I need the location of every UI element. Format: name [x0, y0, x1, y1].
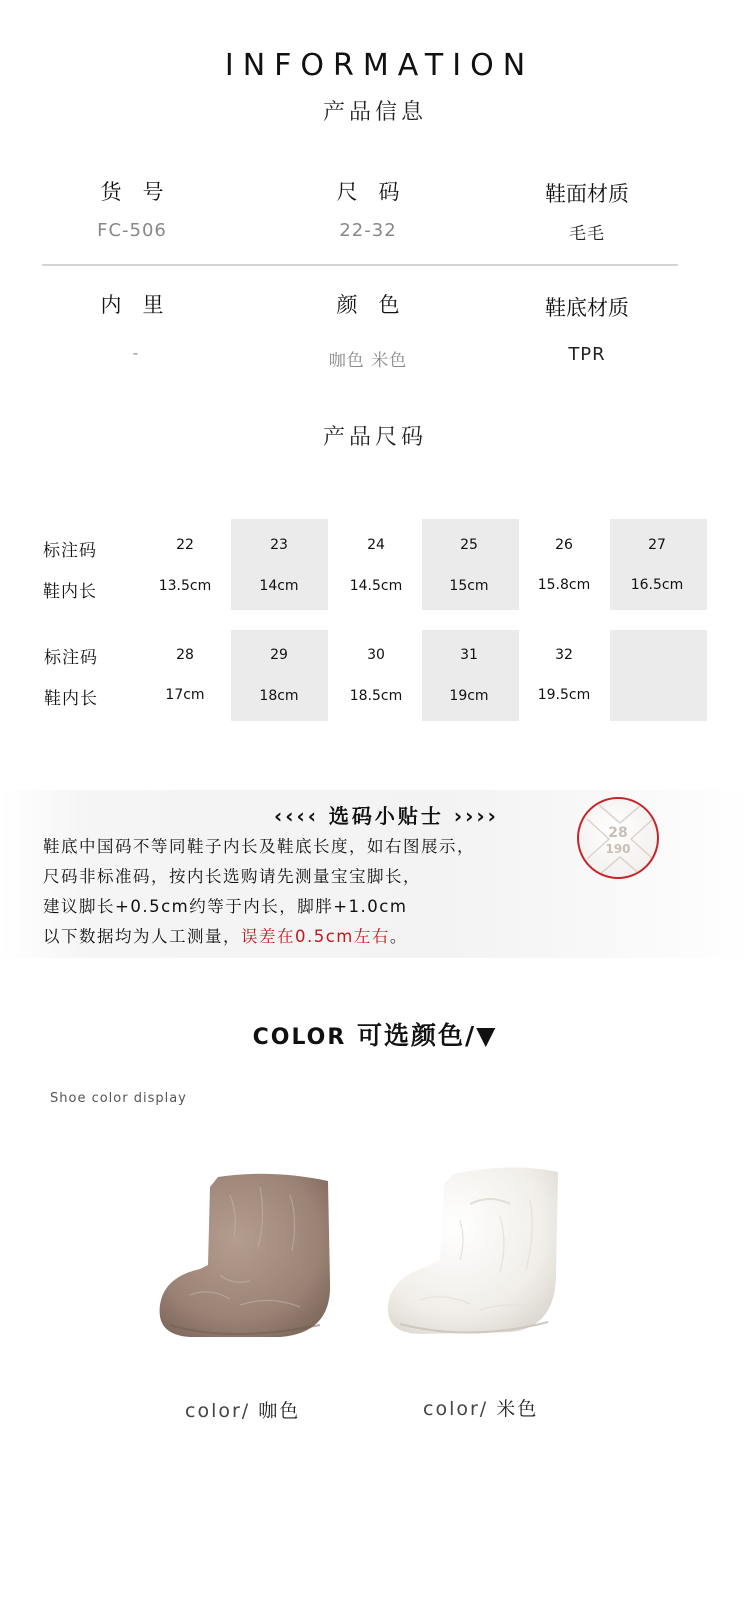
tips-line: [43, 923, 408, 947]
brown-color-caption: [185, 1396, 300, 1423]
tips-line: 建议脚长+0.5cm约等于内长，脚胖+1.0cm: [43, 897, 408, 916]
title-english: INFORMATION: [224, 48, 535, 83]
size-cell-highlight: [422, 630, 519, 721]
size-length: 15.8cm: [537, 577, 591, 593]
size-section-title: 产品尺码: [322, 425, 427, 450]
size-number: 27: [648, 537, 666, 553]
size-number: 23: [270, 537, 288, 553]
size-number: 24: [367, 537, 385, 553]
size-cell-highlight: [610, 519, 707, 610]
info-divider: [42, 264, 678, 266]
beige-boot-image: [380, 1160, 570, 1345]
info-label-upper-material: 鞋面材质: [545, 182, 629, 206]
row-label-length: 鞋内长: [44, 689, 98, 709]
info-value-lining: -: [132, 344, 140, 362]
tips-line-text: 以下数据均为人工测量，: [43, 927, 241, 946]
size-number: 31: [460, 647, 478, 663]
size-cell-highlight: [422, 519, 519, 610]
info-label-sole-material: 鞋底材质: [545, 296, 629, 320]
color-title-english: COLOR: [252, 1025, 347, 1050]
size-number: 29: [270, 647, 288, 663]
row-label-size: 标注码: [44, 648, 98, 668]
info-label-item-no: 货 号: [100, 180, 164, 204]
color-name-beige: 米色: [496, 1398, 539, 1420]
info-value-size: 22-32: [339, 220, 397, 241]
row-label-size: 标注码: [43, 541, 97, 561]
info-value-sole-material: TPR: [568, 344, 606, 365]
size-number: 30: [367, 647, 385, 663]
size-length: 13.5cm: [158, 578, 212, 594]
color-title-chinese: 可选颜色/▼: [357, 1021, 498, 1050]
size-number: 32: [555, 647, 573, 663]
tips-line: 鞋底中国码不等同鞋子内长及鞋底长度，如右图展示，: [43, 837, 475, 856]
tips-line-end: 。: [389, 927, 408, 946]
tips-error-note: 误差在0.5cm左右: [241, 927, 390, 946]
row-label-length: 鞋内长: [43, 582, 97, 602]
beige-color-caption: [423, 1394, 538, 1421]
color-section-title: [0, 1016, 750, 1052]
size-cell-highlight: [231, 630, 328, 721]
sole-size-number: 28: [608, 825, 628, 841]
size-length: 18.5cm: [349, 688, 403, 704]
shoe-color-display-label: Shoe color display: [50, 1091, 187, 1106]
size-length: 18cm: [259, 688, 299, 704]
tips-line: 尺码非标准码，按内长选购请先测量宝宝脚长，: [43, 867, 421, 886]
size-number: 28: [176, 647, 194, 663]
info-label-size: 尺 码: [336, 180, 400, 204]
info-value-upper-material: 毛毛: [569, 224, 605, 244]
size-length: 17cm: [165, 687, 205, 703]
color-prefix: color/: [185, 1400, 251, 1422]
color-name-brown: 咖色: [258, 1400, 301, 1422]
sole-length-number: 190: [605, 842, 631, 856]
info-value-item-no: FC-506: [97, 220, 167, 241]
size-cell-highlight: [610, 630, 707, 721]
info-label-color: 颜 色: [336, 293, 400, 317]
size-length: 19.5cm: [537, 687, 591, 703]
size-length: 15cm: [449, 578, 489, 594]
info-value-color: 咖色 米色: [328, 351, 408, 371]
size-cell-highlight: [231, 519, 328, 610]
info-label-lining: 内 里: [100, 293, 164, 317]
sole-size-image: [577, 797, 659, 879]
color-prefix: color/: [423, 1398, 489, 1420]
size-length: 19cm: [449, 688, 489, 704]
size-number: 26: [555, 537, 573, 553]
brown-boot-image: [150, 1165, 340, 1345]
size-length: 16.5cm: [630, 577, 684, 593]
size-length: 14cm: [259, 578, 299, 594]
title-chinese: 产品信息: [322, 100, 427, 125]
size-number: 25: [460, 537, 478, 553]
size-length: 14.5cm: [349, 578, 403, 594]
size-number: 22: [176, 537, 194, 553]
tips-title: ‹‹‹‹ 选码小贴士 ››››: [274, 804, 499, 828]
